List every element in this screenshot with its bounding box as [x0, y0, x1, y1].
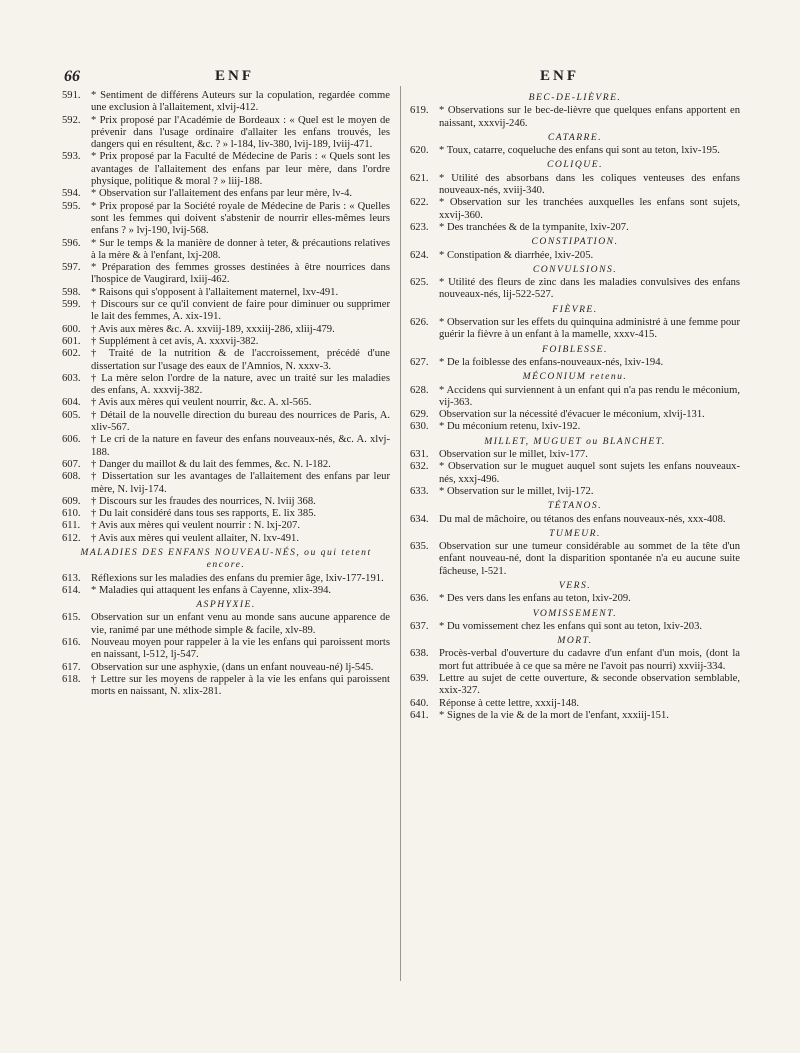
- index-entry: [62, 90, 390, 115]
- entry-number: 619.: [410, 105, 429, 117]
- index-entry: [62, 471, 390, 496]
- index-entry: [62, 434, 390, 459]
- entry-text: † Dissertation sur les avantages de l'allaitement des enfans par leur mère, N. lvij-174.: [91, 471, 390, 495]
- entry-number: 611.: [62, 520, 81, 532]
- entry-text: Nouveau moyen pour rappeler à la vie les enfans qui paroissent morts en naissant, l-512, lj-547.: [91, 637, 390, 661]
- entry-number: 608.: [62, 471, 81, 483]
- section-heading: FOIBLESSE.: [542, 343, 608, 355]
- entry-text: Réponse à cette lettre, xxxij-148.: [439, 697, 580, 709]
- entry-number: 624.: [410, 249, 429, 261]
- entry-number: 595.: [62, 200, 81, 212]
- entry-number: 634.: [410, 513, 429, 525]
- index-entry: [62, 612, 390, 637]
- entry-text: Observation sur une tumeur considérable au sommet de la tête d'un enfant nouveau-né, dont la disparition spontanée n'a eu aucune suite fâcheuse, l-521.: [439, 541, 740, 577]
- entry-text: * Utilité des fleurs de zinc dans les maladies convulsives des enfans nouveaux-nés, lij-522-527.: [439, 277, 740, 301]
- entry-text: Observation sur la nécessité d'évacuer le méconium, xlvij-131.: [439, 409, 705, 421]
- entry-number: 605.: [62, 409, 81, 421]
- entry-number: 633.: [410, 485, 429, 497]
- index-entry: [410, 698, 740, 710]
- entry-number: 603.: [62, 372, 81, 384]
- entry-number: 606.: [62, 434, 81, 446]
- entry-text: * Des tranchées & de la tympanite, lxiv-207.: [439, 221, 629, 233]
- index-entry: [410, 105, 740, 130]
- entry-number: 631.: [410, 449, 429, 461]
- index-entry: [410, 197, 740, 222]
- entry-text: † La mère selon l'ordre de la nature, avec un traité sur les maladies des enfans, A. xxxvij-382.: [91, 372, 390, 397]
- entry-text: † Avis aux mères qui veulent nourrir, &c. A. xl-565.: [91, 397, 312, 409]
- section-heading: COLIQUE.: [547, 159, 603, 171]
- entry-text: * Prix proposé par la Faculté de Médecine de Paris : « Quels sont les avantages de l'allaitement des enfans par leur mère, dans l'ordre physique, politique & moral ? » liij-188.: [91, 151, 390, 188]
- section-heading: MORT.: [557, 635, 593, 647]
- section-heading: BEC-DE-LIÈVRE.: [528, 92, 622, 103]
- entry-number: 618.: [62, 673, 81, 685]
- entry-number: 601.: [62, 335, 81, 347]
- index-entry: [62, 573, 390, 585]
- entry-text: * De la foiblesse des enfans-nouveaux-nés, lxiv-194.: [439, 356, 664, 368]
- entry-text: * Sentiment de différens Auteurs sur la copulation, regardée comme une exclusion à l'allaitement, xlvij-412.: [91, 90, 390, 114]
- entry-text: * Préparation des femmes grosses destinées à être nourrices dans l'hospice de Vaugirard, lxiij-462.: [91, 262, 390, 286]
- entry-number: 609.: [62, 495, 81, 507]
- index-entry: [62, 496, 390, 508]
- section-heading: VOMISSEMENT.: [532, 607, 618, 619]
- index-entry: [62, 508, 390, 520]
- entry-text: † Discours sur les fraudes des nourrices, N. lviij 368.: [91, 495, 316, 507]
- entry-number: 627.: [410, 356, 429, 368]
- entry-number: 613.: [62, 572, 81, 584]
- entry-text: * Observation sur les tranchées auxquelles les enfans sont sujets, xxvij-360.: [439, 197, 740, 221]
- entry-number: 630.: [410, 421, 429, 433]
- entry-number: 629.: [410, 409, 429, 421]
- entry-text: * Accidens qui surviennent à un enfant qui n'a pas rendu le méconium, vij-363.: [439, 384, 740, 408]
- entry-number: 592.: [62, 114, 81, 126]
- entry-number: 615.: [62, 612, 81, 624]
- entry-text: * Observation sur les effets du quinquina administré à une femme pour guérir la fièvre à un enfant à la mamelle, xxxv-415.: [439, 317, 740, 341]
- index-entry: [62, 520, 390, 532]
- index-entry: [62, 348, 390, 373]
- index-entry: [62, 151, 390, 188]
- entry-number: 596.: [62, 237, 81, 249]
- entry-text: † Discours sur ce qu'il convient de faire pour diminuer ou supprimer le lait des femmes, A. xix-191.: [91, 299, 390, 323]
- entry-number: 602.: [62, 348, 81, 360]
- entry-number: 612.: [62, 532, 81, 544]
- entry-text: * Des vers dans les enfans au teton, lxiv-209.: [439, 593, 631, 605]
- entry-text: † Du lait considéré dans tous ses rapports, E. lix 385.: [91, 508, 317, 520]
- entry-number: 594.: [62, 188, 81, 200]
- section-heading: MILLET, MUGUET ou BLANCHET.: [484, 435, 666, 447]
- entry-number: 591.: [62, 90, 81, 101]
- entry-text: Observation sur le millet, lxiv-177.: [439, 449, 588, 461]
- index-entry: [62, 201, 390, 238]
- entry-text: * Observations sur le bec-de-lièvre que quelques enfans apportent en naissant, xxxvij-246.: [439, 105, 740, 129]
- index-entry: [410, 648, 740, 673]
- entry-number: 593.: [62, 151, 81, 163]
- entry-text: Lettre au sujet de cette ouverture, & seconde observation semblable, xxix-327.: [439, 673, 740, 697]
- running-head-left: ENF: [215, 68, 254, 84]
- entry-number: 628.: [410, 384, 429, 396]
- entry-text: Procès-verbal d'ouverture du cadavre d'un enfant d'un mois, (dont la mort fut attribuée à ce que sa mère ne l'avoit pas nourri) xxviij-334.: [439, 648, 740, 672]
- entry-text: * Du vomissement chez les enfans qui sont au teton, lxiv-203.: [439, 620, 703, 632]
- index-entry: [410, 673, 740, 698]
- left-column: [62, 90, 390, 699]
- index-entry: [62, 533, 390, 545]
- section-heading: MÉCONIUM retenu.: [522, 371, 628, 383]
- index-entry: [410, 277, 740, 302]
- section-heading: CATARRE.: [547, 131, 603, 143]
- entry-number: 623.: [410, 221, 429, 233]
- entry-text: Du mal de mâchoire, ou tétanos des enfans nouveaux-nés, xxx-408.: [439, 513, 726, 525]
- entry-number: 600.: [62, 323, 81, 335]
- running-head-right: ENF: [540, 68, 579, 84]
- entry-number: 604.: [62, 397, 81, 409]
- index-entry: [62, 324, 390, 336]
- index-entry: [410, 317, 740, 342]
- index-entry: [62, 287, 390, 299]
- entry-text: * Toux, catarre, coqueluche des enfans qui sont au teton, lxiv-195.: [439, 145, 720, 157]
- section-heading: CONSTIPATION.: [531, 236, 619, 248]
- entry-number: 636.: [410, 593, 429, 605]
- index-entry: [62, 674, 390, 699]
- entry-number: 641.: [410, 709, 429, 721]
- entry-number: 621.: [410, 172, 429, 184]
- entry-number: 622.: [410, 197, 429, 209]
- index-entry: [410, 621, 740, 633]
- entry-text: * Observation sur l'allaitement des enfans par leur mère, lv-4.: [91, 188, 353, 200]
- index-entry: [410, 593, 740, 605]
- entry-text: * Observation sur le millet, lvij-172.: [439, 485, 594, 497]
- entry-text: † Avis aux mères qui veulent allaiter, N. lxv-491.: [91, 532, 299, 544]
- index-entry: [62, 238, 390, 263]
- entry-text: * Raisons qui s'opposent à l'allaitement maternel, lxv-491.: [91, 286, 339, 298]
- index-entry: [410, 514, 740, 526]
- entry-text: * Sur le temps & la manière de donner à teter, & précautions relatives à la mère & à l'enfant, lxj-208.: [91, 237, 390, 261]
- section-heading: TUMEUR.: [549, 527, 601, 539]
- entry-text: * Maladies qui attaquent les enfans à Cayenne, xlix-394.: [91, 584, 332, 596]
- index-entry: [62, 373, 390, 398]
- section-heading: CONVULSIONS.: [532, 263, 618, 275]
- index-entry: [410, 541, 740, 578]
- index-entry: [62, 262, 390, 287]
- index-entry: [62, 585, 390, 597]
- entry-text: * Utilité des absorbans dans les coliques venteuses des enfans nouveaux-nés, xviij-340.: [439, 172, 740, 197]
- index-entry: [410, 461, 740, 486]
- column-divider: [400, 86, 401, 981]
- entry-number: 617.: [62, 661, 81, 673]
- index-entry: [410, 486, 740, 498]
- section-heading: TÉTANOS.: [547, 500, 603, 512]
- page-number: 66: [64, 68, 80, 85]
- entry-number: 625.: [410, 277, 429, 289]
- index-entry: [62, 188, 390, 200]
- index-entry: [62, 410, 390, 435]
- index-entry: [62, 397, 390, 409]
- index-entry: [410, 173, 740, 198]
- index-entry: [410, 357, 740, 369]
- section-heading: FIÈVRE.: [552, 303, 598, 315]
- section-heading: MALADIES DES ENFANS NOUVEAU-NÉS, ou qui tetent encore.: [80, 546, 372, 571]
- entry-number: 598.: [62, 286, 81, 298]
- entry-text: Observation sur un enfant venu au monde sans aucune apparence de vie, ranimé par une méthode simple & facile, xlv-89.: [91, 612, 390, 636]
- entry-text: * Constipation & diarrhée, lxiv-205.: [439, 249, 594, 261]
- section-heading: VERS.: [558, 579, 592, 591]
- index-entry: [410, 409, 740, 421]
- index-entry: [62, 662, 390, 674]
- entry-number: 610.: [62, 508, 81, 520]
- entry-text: † Avis aux mères &c. A. xxviij-189, xxxiij-286, xliij-479.: [91, 323, 335, 335]
- entry-text: † Supplément à cet avis, A. xxxvij-382.: [91, 335, 259, 347]
- index-entry: [62, 637, 390, 662]
- entry-text: † Avis aux mères qui veulent nourrir : N. lxj-207.: [91, 520, 300, 532]
- index-entry: [62, 115, 390, 152]
- entry-text: Réflexions sur les maladies des enfans du premier âge, lxiv-177-191.: [91, 572, 384, 584]
- index-entry: [410, 385, 740, 410]
- index-entry: [410, 222, 740, 234]
- entry-number: 638.: [410, 648, 429, 660]
- entry-text: † Traité de la nutrition & de l'accroissement, précédé d'une dissertation sur l'usage des eaux de l'Amnios, N. xxxv-3.: [91, 348, 390, 372]
- index-entry: [410, 449, 740, 461]
- entry-number: 626.: [410, 317, 429, 329]
- entry-number: 637.: [410, 620, 429, 632]
- index-entry: [410, 250, 740, 262]
- index-entry: [62, 336, 390, 348]
- entry-number: 614.: [62, 584, 81, 596]
- entry-text: † Le cri de la nature en faveur des enfans nouveaux-nés, &c. A. xlvj-188.: [91, 434, 390, 458]
- entry-number: 640.: [410, 697, 429, 709]
- entry-text: * Du méconium retenu, lxiv-192.: [439, 421, 581, 433]
- index-entry: [410, 710, 740, 722]
- entry-number: 616.: [62, 637, 81, 649]
- entry-text: * Prix proposé par la Société royale de Médecine de Paris : « Quelles sont les femmes qui doivent s'abstenir de nourrir elles-mêmes leurs enfans ? » lvj-190, lvij-568.: [91, 200, 390, 237]
- entry-text: * Observation sur le muguet auquel sont sujets les enfans nouveaux-nés, xxxj-496.: [439, 461, 740, 485]
- index-entry: [62, 459, 390, 471]
- entry-text: * Signes de la vie & de la mort de l'enfant, xxxiij-151.: [439, 709, 669, 721]
- entry-number: 635.: [410, 541, 429, 553]
- entry-text: Observation sur une asphyxie, (dans un enfant nouveau-né) lj-545.: [91, 661, 374, 673]
- entry-number: 599.: [62, 299, 81, 311]
- entry-number: 620.: [410, 145, 429, 157]
- right-column: [410, 90, 740, 722]
- entry-number: 597.: [62, 262, 81, 274]
- entry-number: 639.: [410, 673, 429, 685]
- entry-number: 632.: [410, 461, 429, 473]
- entry-text: † Détail de la nouvelle direction du bureau des nourrices de Paris, A. xliv-567.: [91, 409, 390, 434]
- index-entry: [410, 421, 740, 433]
- entry-text: † Lettre sur les moyens de rappeler à la vie les enfans qui paroissent morts en naissant, N. xlix-281.: [91, 673, 390, 698]
- index-entry: [62, 299, 390, 324]
- index-entry: [410, 145, 740, 157]
- entry-number: 607.: [62, 458, 81, 470]
- section-heading: ASPHYXIE.: [196, 599, 256, 611]
- entry-text: † Danger du maillot & du lait des femmes, &c. N. l-182.: [91, 458, 331, 470]
- entry-text: * Prix proposé par l'Académie de Bordeaux : « Quel est le moyen de prévenir dans l'usage ordinaire d'allaiter les enfans trouvés, les dangers qui en résultent, &c. ? » l-184, liv-380, lvij-189, lviij-471.: [91, 114, 390, 151]
